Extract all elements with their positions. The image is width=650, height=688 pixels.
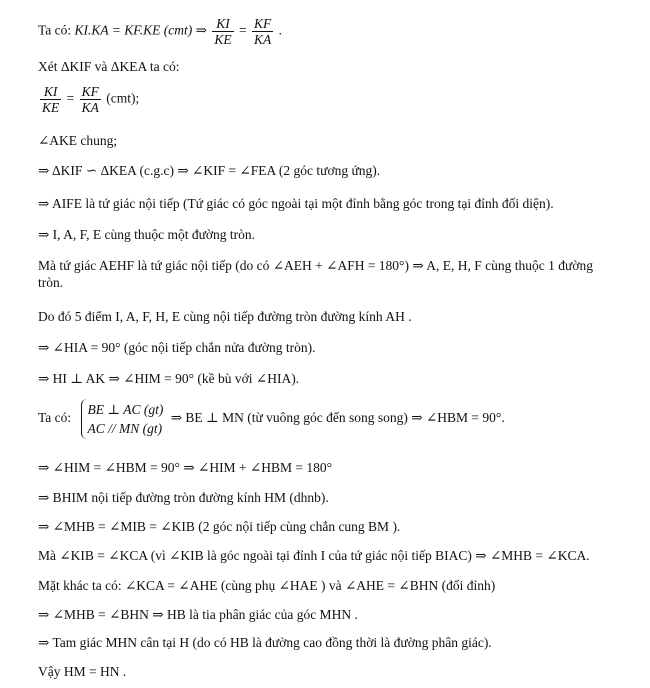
line-6: ⇒ AIFE là tứ giác nội tiếp (Tứ giác có góc ngoài tại một đỉnh bằng góc trong tại đỉnh đối diện). — [38, 196, 554, 211]
fraction — [212, 16, 233, 47]
line-17: Mặt khác ta có: ∠KCA = ∠AHE (cùng phụ ∠HAE ) và ∠AHE = ∠BHN (đối đỉnh) — [38, 578, 496, 593]
line-11: ⇒ HI ⊥ AK ⇒ ∠HIM = 90° (kề bù với ∠HIA). — [38, 371, 300, 386]
numerator: KF — [254, 16, 272, 31]
line-1 — [38, 16, 620, 47]
line-14: ⇒ BHIM nội tiếp đường tròn đường kính HM (dhnb). — [38, 490, 329, 505]
equals: = — [239, 22, 247, 38]
denominator: KE — [214, 32, 232, 47]
equals: = — [66, 90, 75, 106]
line-5: ⇒ ΔKIF ∽ ΔKEA (c.g.c) ⇒ ∠KIF = ∠FEA (2 góc tương ứng). — [38, 163, 381, 178]
denominator: KA — [254, 32, 272, 47]
numerator: KF — [81, 84, 99, 99]
line-8: Mà tứ giác AEHF là tứ giác nội tiếp (do có ∠AEH + ∠AFH = 180°) ⇒ A, E, H, F cùng thuộc 1 đường tròn. — [38, 258, 593, 290]
condition-1: BE ⊥ AC (gt) — [87, 402, 164, 417]
line-4: ∠AKE chung; — [38, 133, 118, 148]
text: (cmt); — [106, 90, 140, 106]
line-9: Do đó 5 điểm I, A, F, H, E cùng nội tiếp đường tròn đường kính AH . — [38, 309, 412, 324]
period: . — [278, 22, 283, 38]
numerator: KI — [40, 84, 61, 100]
line-15: ⇒ ∠MHB = ∠MIB = ∠KIB (2 góc nội tiếp cùng chắn cung BM ). — [38, 519, 401, 534]
line-3 — [38, 84, 620, 115]
line-19: ⇒ Tam giác MHN cân tại H (do có HB là đường cao đồng thời là đường phân giác). — [38, 635, 492, 650]
text: Ta có: — [38, 410, 72, 426]
fraction — [80, 84, 101, 115]
system-brace — [81, 399, 168, 439]
denominator: KE — [42, 100, 60, 115]
line-13: ⇒ ∠HIM = ∠HBM = 90° ⇒ ∠HIM + ∠HBM = 180° — [38, 460, 333, 475]
fraction — [40, 84, 61, 115]
line-20: Vậy HM = HN . — [38, 664, 127, 679]
condition-2: AC // MN (gt) — [87, 421, 163, 436]
line-16: Mà ∠KIB = ∠KCA (vì ∠KIB là góc ngoài tại đỉnh I của tứ giác nội tiếp BIAC) ⇒ ∠MHB = ∠KCA. — [38, 548, 590, 563]
math: KI.KA = KF.KE (cmt) ⇒ — [74, 22, 207, 38]
denominator: KA — [81, 100, 99, 115]
fraction — [252, 16, 273, 47]
numerator: KI — [212, 16, 233, 32]
line-12 — [38, 399, 620, 439]
text: Ta có: — [38, 22, 75, 38]
line-10: ⇒ ∠HIA = 90° (góc nội tiếp chắn nửa đường tròn). — [38, 340, 316, 355]
line-18: ⇒ ∠MHB = ∠BHN ⇒ HB là tia phân giác của góc MHN . — [38, 607, 358, 622]
line-7: ⇒ I, A, F, E cùng thuộc một đường tròn. — [38, 227, 256, 242]
text: ⇒ BE ⊥ MN (từ vuông góc đến song song) ⇒ ∠HBM = 90°. — [170, 410, 505, 426]
line-2: Xét ΔKIF và ΔKEA ta có: — [38, 59, 180, 74]
